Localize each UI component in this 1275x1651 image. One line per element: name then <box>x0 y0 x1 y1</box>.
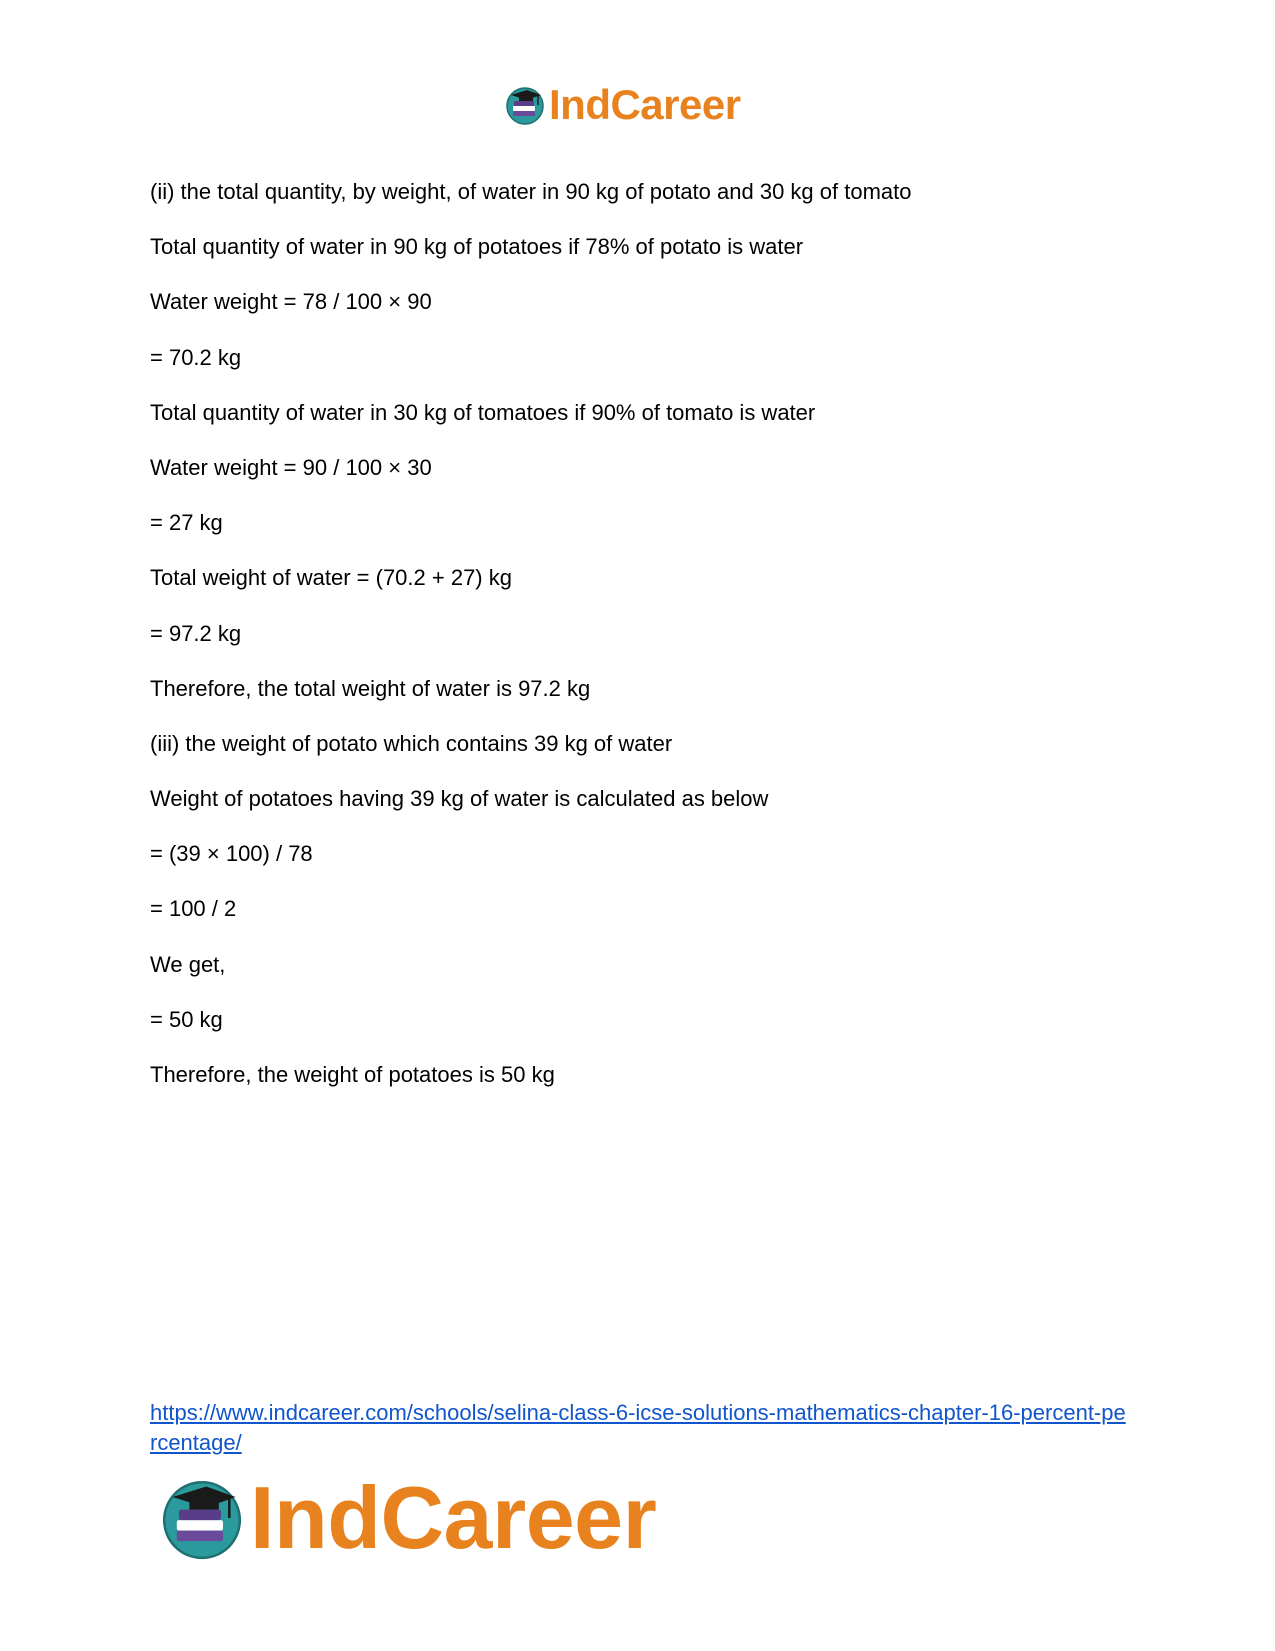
footer-logo <box>160 1470 656 1566</box>
text-line: = (39 × 100) / 78 <box>150 841 313 867</box>
text-line: (iii) the weight of potato which contains 39 kg of water <box>150 730 673 756</box>
solution-text <box>150 177 1130 1115</box>
text-line: = 27 kg <box>150 510 223 536</box>
text-line: = 97.2 kg <box>150 620 242 646</box>
text-line: Therefore, the weight of potatoes is 50 kg <box>150 1062 555 1087</box>
source-url-link[interactable]: https://www.indcareer.com/schools/selina-class-6-icse-solutions-mathematics-chapter-16-percent-percentage/ <box>150 1400 1126 1455</box>
text-line: Total weight of water = (70.2 + 27) kg <box>150 565 512 591</box>
graduation-cap-book-icon <box>160 1476 244 1560</box>
text-line: Therefore, the total weight of water is 97.2 kg <box>150 675 591 701</box>
text-line: (ii) the total quantity, by weight, of water in 90 kg of potato and 30 kg of tomato <box>150 179 912 204</box>
text-line: Water weight = 90 / 100 × 30 <box>150 454 432 480</box>
logo-wordmark: IndCareer <box>250 1468 657 1567</box>
text-line: = 100 / 2 <box>150 896 237 922</box>
header-logo <box>505 80 741 130</box>
text-line: = 50 kg <box>150 1006 223 1032</box>
logo-wordmark: IndCareer <box>549 81 741 128</box>
text-line: = 70.2 kg <box>150 344 242 370</box>
text-line: Total quantity of water in 90 kg of potatoes if 78% of potato is water <box>150 234 804 260</box>
text-line: We get, <box>150 951 226 977</box>
text-line: Total quantity of water in 30 kg of tomatoes if 90% of tomato is water <box>150 399 816 425</box>
text-line: Water weight = 78 / 100 × 90 <box>150 289 432 315</box>
text-line: Weight of potatoes having 39 kg of water is calculated as below <box>150 786 769 812</box>
graduation-cap-book-icon <box>505 85 545 125</box>
